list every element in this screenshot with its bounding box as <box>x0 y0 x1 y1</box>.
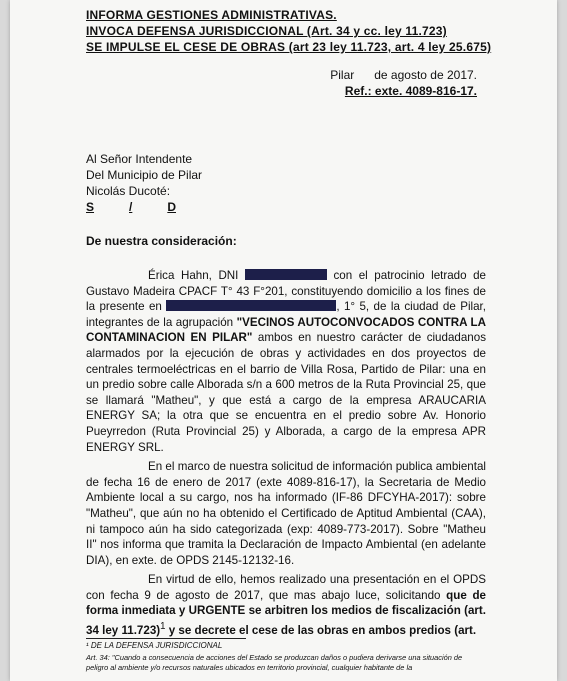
place-date: Pilar de agosto de 2017. <box>330 68 477 82</box>
footnote-separator <box>86 638 246 639</box>
redacted-address <box>166 300 336 311</box>
paragraph-1: Érica Hahn, DNI con el patrocinio letrado de Gustavo Madeira CPACF T° 43 F°201, constituyendo domicilio a los fines de la presente en , 1° 5, de la ciudad de Pilar, integrantes de la agrupación "VECINOS AUTOCONVOCADOS CONTRA LA CONTAMINACION EN PILAR" ambos en nuestro carácter de ciudadanos alarmados por la ejecución de obras y actividades en dos proyectos de centrales termoeléctricas en el barrio de Villa Rosa, Partido de Pilar: una en un predio sobre calle Alborada s/n a 600 metros de la Ruta Provincial 25, que se llamará "Matheu", y que está a cargo de la empresa ARAUCARIA ENERGY SA; la otra que se encuentra en el predio sobre Av. Honorio Pueyrredon (Ruta Provincial 25) y Alborada, a cargo de la empresa APR ENERGY SRL. <box>86 269 487 454</box>
footnote-1-text: Art. 34: "Cuando a consecuencia de acciones del Estado se produzcan daños o pudiera derivarse una situación de peligro al ambiente y/o recursos naturales ubicados en territorio provincial, cualquier habitante de la <box>86 653 463 672</box>
addressee-line-3: Nicolás Ducoté: <box>86 184 171 198</box>
letter-body <box>86 268 486 643</box>
greeting: De nuestra consideración: <box>86 234 237 248</box>
sld-slash: / <box>129 200 133 214</box>
sld-d: D <box>167 200 176 214</box>
header-line-1: INFORMA GESTIONES ADMINISTRATIVAS. <box>86 8 337 22</box>
reference: Ref.: exte. 4089-816-17. <box>344 84 477 98</box>
group-name: "VECINOS AUTOCONVOCADOS CONTRA LA CONTAMINACION EN PILAR" <box>86 315 486 345</box>
footnote-ref: 1 <box>160 621 166 633</box>
addressee-line-2: Del Municipio de Pilar <box>86 168 203 182</box>
header-line-3: SE IMPULSE EL CESE DE OBRAS (art 23 ley 11.723, art. 4 ley 25.675) <box>86 40 492 54</box>
redacted-dni <box>245 269 327 280</box>
document-page <box>10 0 557 681</box>
header-line-2: INVOCA DEFENSA JURISDICCIONAL (Art. 34 y cc. ley 11.723) <box>86 24 447 38</box>
paragraph-3: En virtud de ello, hemos realizado una presentación en el OPDS con fecha 9 de agosto de 2017, que mas abajo luce, solicitando que de forma inmediata y URGENTE se arbitren los medios de fiscalización (art. 34 ley 11.723)$^1$ y se decrete el cese de las obras en ambos predios (art. <box>86 573 486 637</box>
sld-s: S <box>86 200 95 214</box>
paragraph-2: En el marco de nuestra solicitud de información publica ambiental de fecha 16 de enero de 2017 (exte 4089-816-17), la Secretaria de Medio Ambiente local a su cargo, nos ha informado (IF-86 DFCYHA-2017): sobre "Matheu", que aún no ha obtenido el Certificado de Aptitud Ambiental (CAA), ni tampoco aún ha sido categorizada (exp: 4089-773-2017). Sobre "Matheu II" nos informa que tramita la Declaración de Impacto Ambiental (en adelante DIA), en exte. de OPDS 2145-12132-16. <box>86 460 486 567</box>
sld-abbreviation <box>86 200 176 214</box>
addressee-line-1: Al Señor Intendente <box>86 152 193 166</box>
footnote-1-title: ¹ DE LA DEFENSA JURISDICCIONAL <box>86 641 223 650</box>
